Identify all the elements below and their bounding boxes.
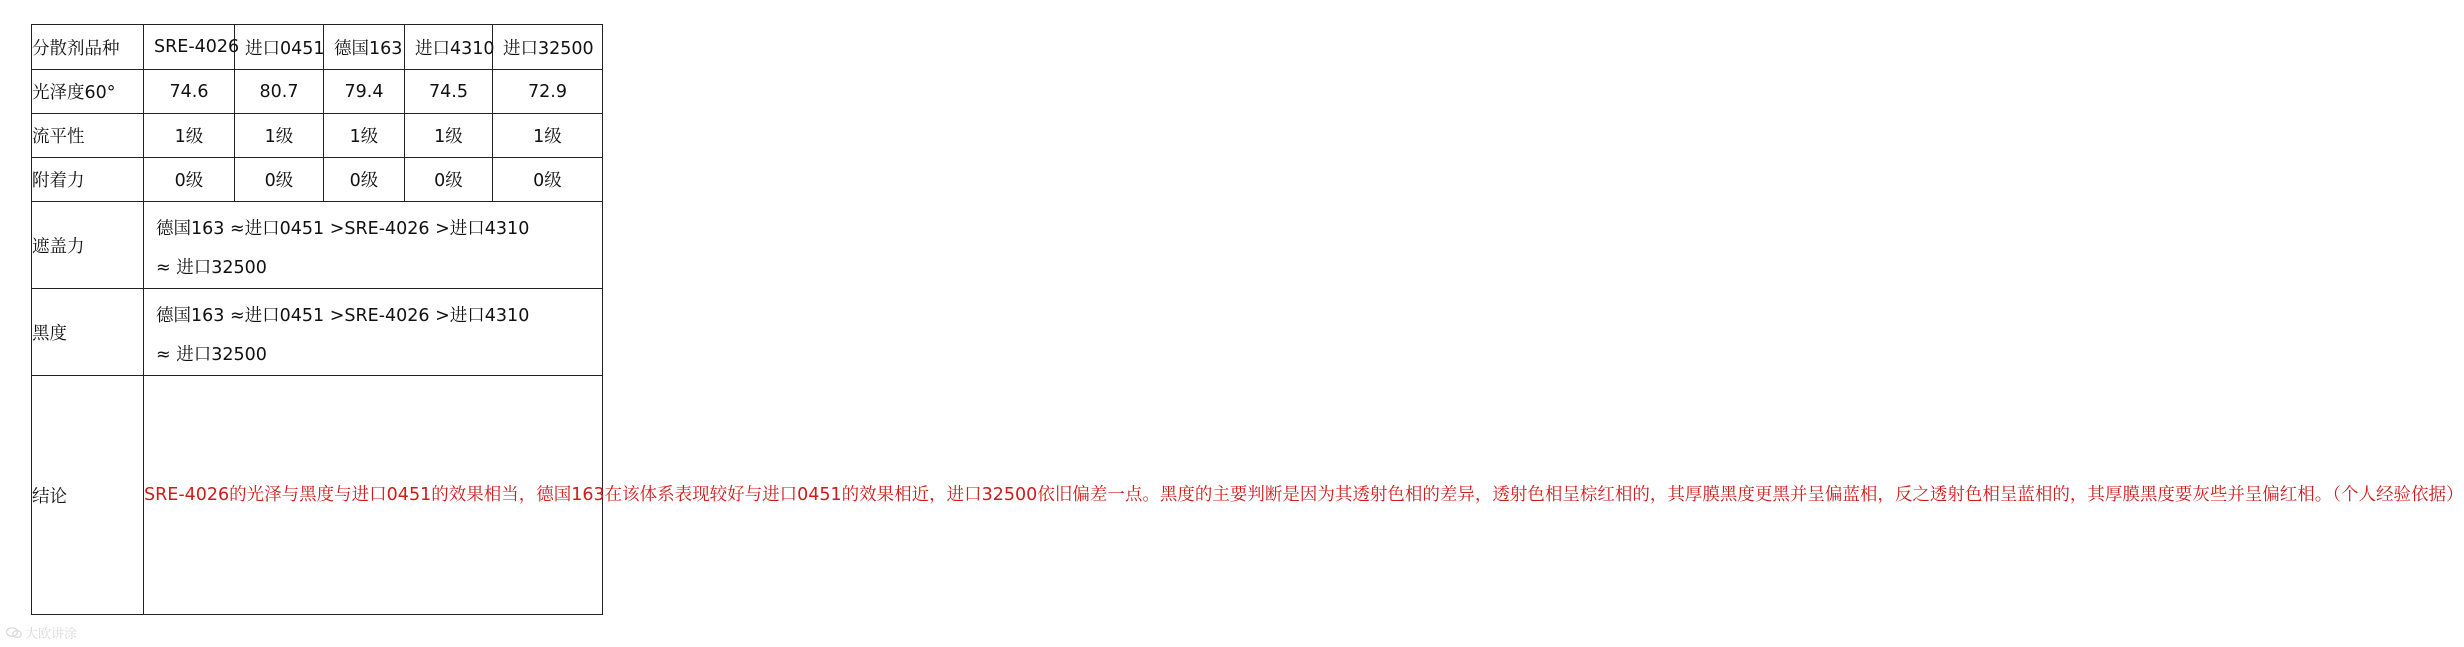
gloss-value: 72.9	[493, 70, 603, 114]
adhesion-value: 0级	[235, 158, 324, 202]
blackness-ranking	[144, 289, 603, 376]
watermark-text: 大欧讲涂	[25, 627, 78, 642]
watermark	[6, 623, 77, 642]
conclusion-row	[32, 376, 603, 615]
blackness-ranking-line1: 德国163 ≈进口0451 >SRE-4026 >进口4310	[156, 306, 530, 326]
header-label: 分散剂品种	[32, 25, 144, 70]
adhesion-value: 0级	[405, 158, 493, 202]
hiding-ranking-line2: ≈ 进口32500	[156, 258, 267, 278]
adhesion-value: 0级	[144, 158, 235, 202]
conclusion-label: 结论	[32, 376, 144, 615]
header-col-163: 德国163	[324, 25, 405, 70]
gloss-value: 80.7	[235, 70, 324, 114]
leveling-value: 1级	[324, 114, 405, 158]
leveling-value: 1级	[144, 114, 235, 158]
header-col-4310: 进口4310	[405, 25, 493, 70]
header-col-0451: 进口0451	[235, 25, 324, 70]
leveling-value: 1级	[493, 114, 603, 158]
gloss-value: 79.4	[324, 70, 405, 114]
adhesion-value: 0级	[493, 158, 603, 202]
gloss-label: 光泽度60°	[32, 70, 144, 114]
chat-bubble-icon	[6, 627, 22, 639]
blackness-row	[32, 289, 603, 376]
gloss-value: 74.5	[405, 70, 493, 114]
header-col-sre4026: SRE-4026	[144, 25, 235, 70]
leveling-label: 流平性	[32, 114, 144, 158]
blackness-label: 黑度	[32, 289, 144, 376]
gloss-value: 74.6	[144, 70, 235, 114]
comparison-table	[31, 24, 2464, 615]
adhesion-row	[32, 158, 603, 202]
leveling-value: 1级	[235, 114, 324, 158]
header-row	[32, 25, 603, 70]
gloss-row	[32, 70, 603, 114]
conclusion-text: SRE-4026的光泽与黑度与进口0451的效果相当，德国163在该体系表现较好与进口0451的效果相近，进口32500依旧偏差一点。黑度的主要判断是因为其透射色相的差异，透射色相呈棕红相的，其厚膜黑度更黑并呈偏蓝相，反之透射色相呈蓝相的，其厚膜黑度要灰些并呈偏红相。（个人经验依据）	[144, 376, 603, 615]
leveling-row	[32, 114, 603, 158]
leveling-value: 1级	[405, 114, 493, 158]
adhesion-label: 附着力	[32, 158, 144, 202]
hiding-label: 遮盖力	[32, 202, 144, 289]
hiding-ranking-line1: 德国163 ≈进口0451 >SRE-4026 >进口4310	[156, 219, 530, 239]
blackness-ranking-line2: ≈ 进口32500	[156, 345, 267, 365]
hiding-row	[32, 202, 603, 289]
header-col-32500: 进口32500	[493, 25, 603, 70]
hiding-ranking	[144, 202, 603, 289]
adhesion-value: 0级	[324, 158, 405, 202]
